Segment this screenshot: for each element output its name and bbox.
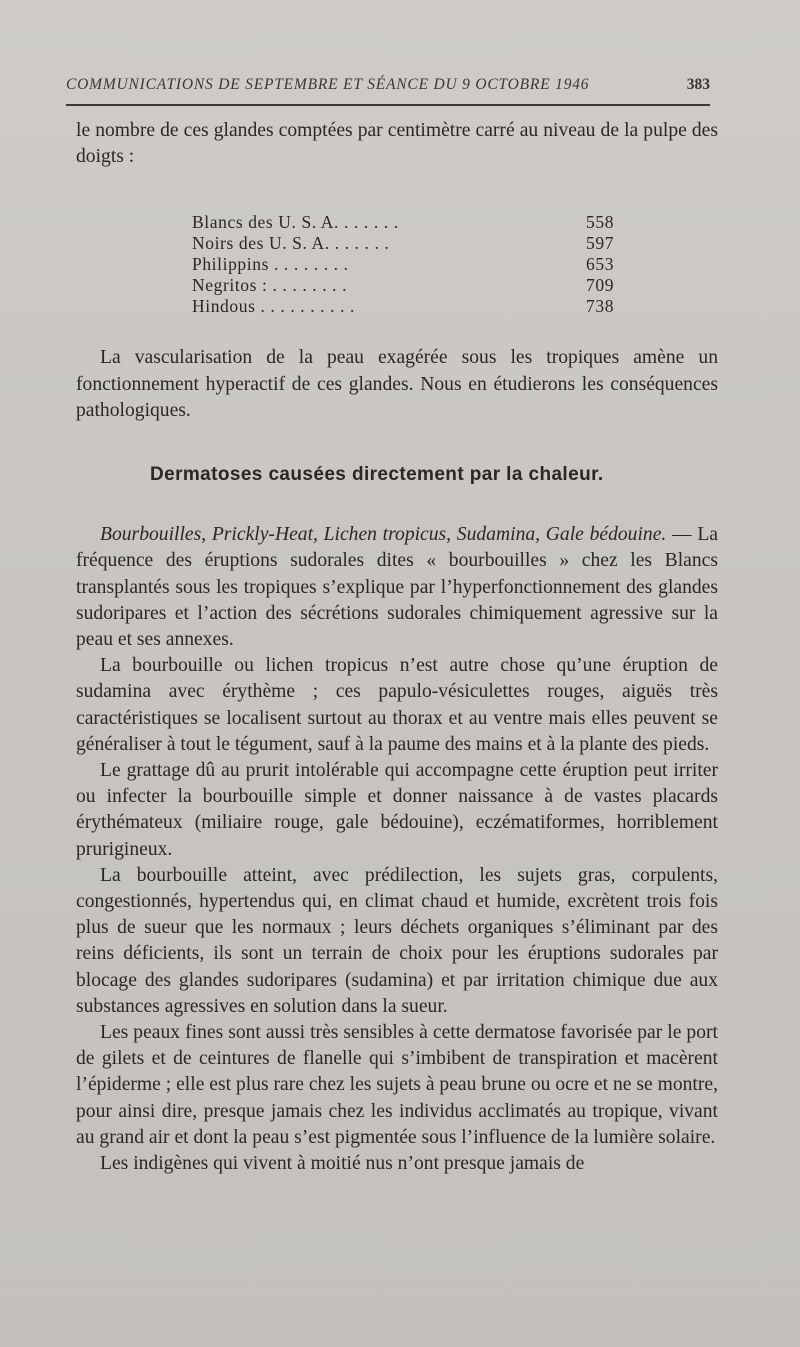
row-label: Philippins . . . . . . . .	[192, 254, 349, 275]
page-number: 383	[686, 76, 710, 93]
table-row	[192, 212, 626, 233]
gland-count-table	[192, 212, 626, 317]
page-body	[76, 118, 718, 1177]
running-head	[66, 76, 710, 94]
predilection-paragraph: La bourbouille atteint, avec prédilection, les sujets gras, corpulents, congestionnés, hypertendus qui, en climat chaud et humide, excrètent trois fois plus de sueur que les normaux ; leurs déchets organiques s’éliminant par des reins déficients, ils sont un terrain de choix pour les éruptions sudorales par blocage des glandes sudoripares (sudamina) et par irritation chimique due aux substances agressives en solution dans la sueur.	[76, 864, 718, 1017]
row-label: Noirs des U. S. A. . . . . . .	[192, 233, 390, 254]
grattage-paragraph: Le grattage dû au prurit intolérable qui accompagne cette éruption peut irriter ou infecter la bourbouille simple et donner naissance à de vastes placards érythémateux (miliaire rouge, gale bédouine), eczématiformes, horriblement prurigineux.	[76, 760, 718, 860]
lichen-paragraph: La bourbouille ou lichen tropicus n’est autre chose qu’une éruption de sudamina avec érythème ; ces papulo-vésiculettes rouges, aiguës très caractéristiques se localisent surtout au thorax et au ventre mais elles peuvent se généraliser à tout le tégument, sauf à la paume des mains et à la plante des pieds.	[76, 655, 718, 755]
row-label: Hindous . . . . . . . . . .	[192, 296, 356, 317]
row-value: 558	[586, 212, 615, 233]
paragraph-lead-rest: — La fréquence des éruptions sudorales dites « bourbouilles » chez les Blancs transplantés sous les tropiques s’explique par l’hyperfonctionnement des glandes sudoripares et l’action des sécrétions sudorales chimiquement agressive sur la peau et ses annexes.	[76, 524, 718, 651]
row-value: 653	[586, 254, 615, 275]
row-value: 597	[586, 233, 615, 254]
bourbouilles-paragraph	[76, 522, 718, 653]
table-row	[192, 296, 626, 317]
vascular-paragraph: La vascularisation de la peau exagérée sous les tropiques amène un fonctionnement hyperactif de ces glandes. Nous en étudierons les conséquences pathologiques.	[76, 347, 718, 421]
intro-paragraph: le nombre de ces glandes comptées par centimètre carré au niveau de la pulpe des doigts :	[76, 120, 718, 168]
header-rule	[66, 104, 710, 106]
table-row	[192, 254, 626, 275]
table-row	[192, 275, 626, 296]
indigenes-paragraph: Les indigènes qui vivent à moitié nus n’ont presque jamais de	[100, 1153, 585, 1175]
peaux-fines-paragraph: Les peaux fines sont aussi très sensibles à cette dermatose favorisée par le port de gilets et de ceintures de flanelle qui s’imbibent de transpiration et macèrent l’épiderme ; elle est plus rare chez les sujets à peau brune ou ocre et ne se montre, pour ainsi dire, presque jamais chez les individus acclimatés au tropique, vivant au grand air et dont la peau s’est pigmentée sous l’influence de la lumière solaire.	[76, 1022, 718, 1148]
row-value: 709	[586, 275, 615, 296]
running-title: COMMUNICATIONS DE SEPTEMBRE ET SÉANCE DU 9 OCTOBRE 1946	[66, 76, 590, 93]
row-label: Blancs des U. S. A. . . . . . .	[192, 212, 399, 233]
row-label: Negritos : . . . . . . . .	[192, 275, 348, 296]
table-row	[192, 233, 626, 254]
row-value: 738	[586, 296, 615, 317]
section-heading: Dermatoses causées directement par la chaleur.	[150, 464, 604, 486]
paragraph-lead-italic: Bourbouilles, Prickly-Heat, Lichen tropicus, Sudamina, Gale bédouine.	[100, 524, 667, 546]
